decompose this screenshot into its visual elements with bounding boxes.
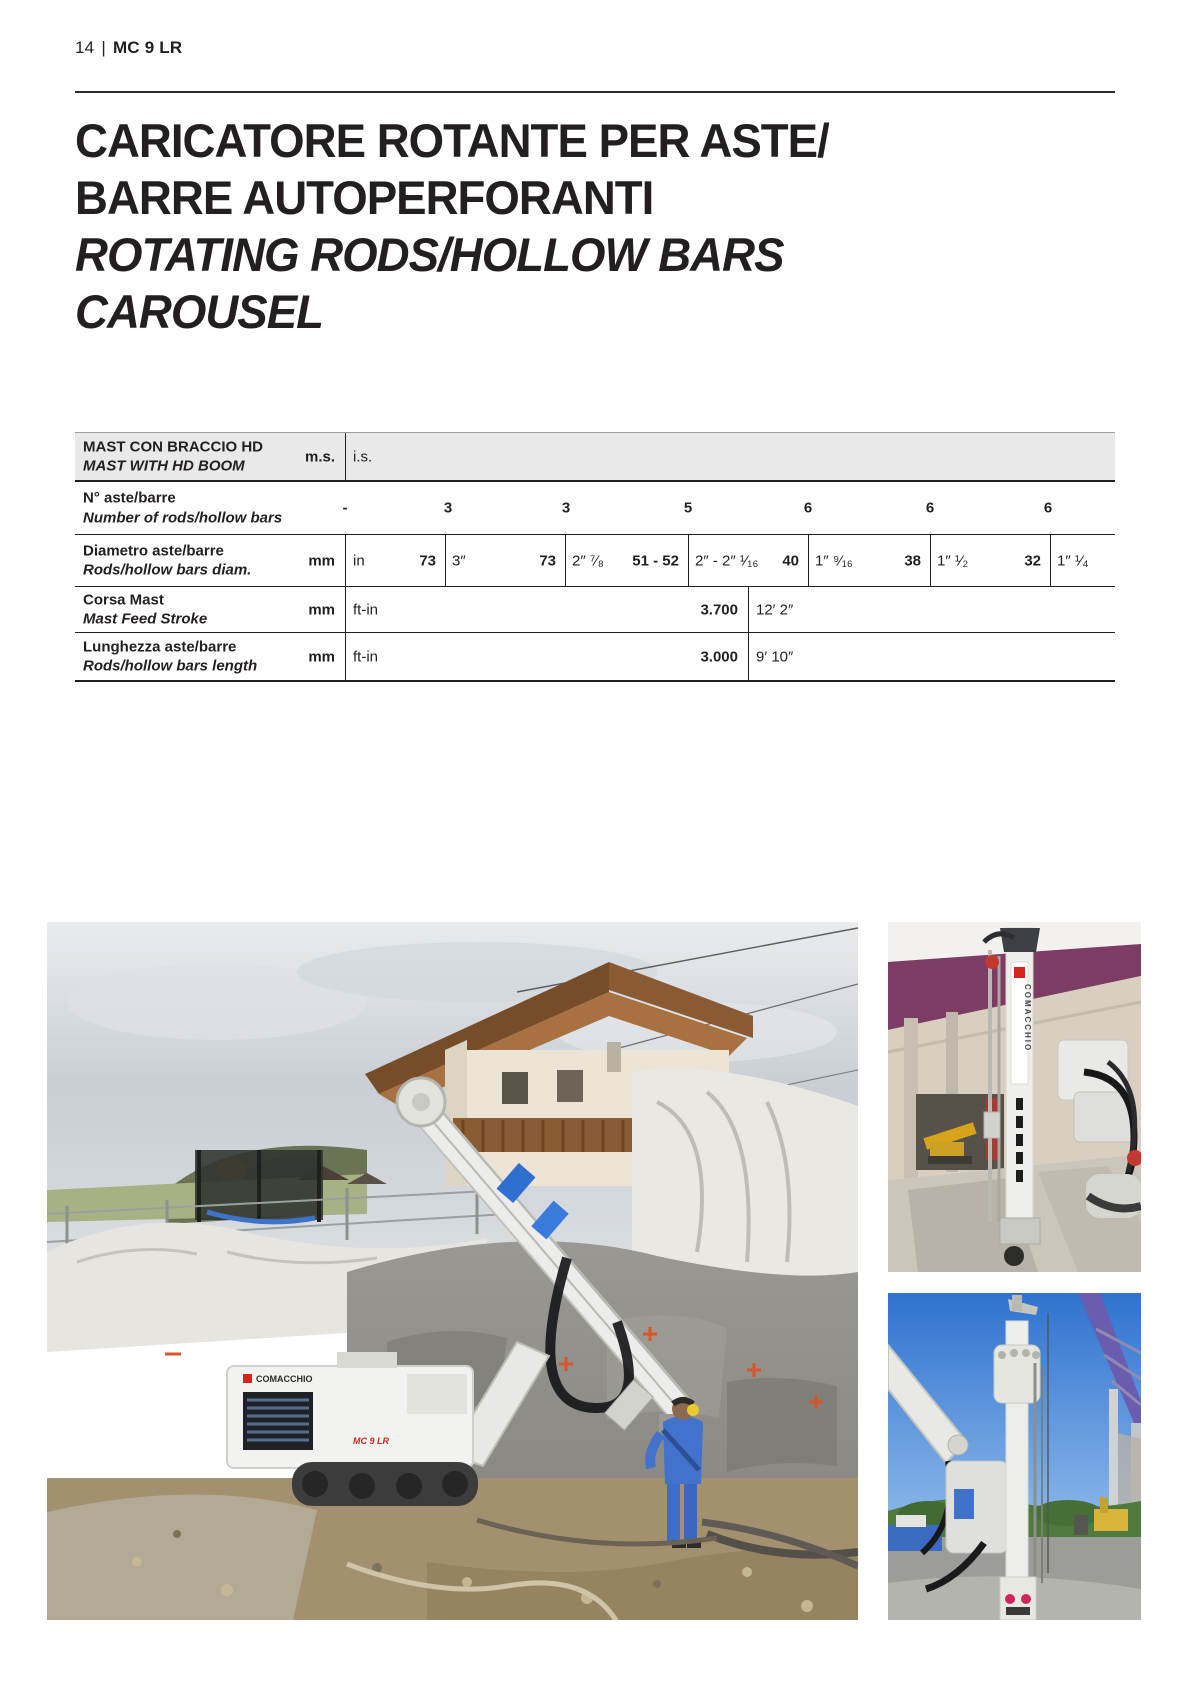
- stroke-ft-in: 12′ 2″: [756, 601, 794, 618]
- column-divider: [445, 535, 446, 586]
- diam-mm: 51 - 52: [632, 552, 679, 569]
- diam-mm: 32: [1024, 552, 1041, 569]
- rods-count: 3: [443, 499, 453, 517]
- column-divider: [930, 535, 931, 586]
- column-divider: [808, 535, 809, 586]
- unit-metric-system: m.s.: [304, 448, 335, 465]
- row-label: [83, 637, 257, 676]
- row-label-it: Corsa Mast: [83, 591, 164, 608]
- rods-count-dash: -: [342, 499, 348, 517]
- trampoline-net: [195, 1150, 323, 1222]
- rods-count: 3: [561, 499, 571, 517]
- unit-in: in: [353, 552, 365, 569]
- page-header-separator: |: [101, 38, 106, 57]
- row-label-en: Rods/hollow bars length: [83, 657, 258, 675]
- column-divider: [345, 433, 346, 480]
- row-label-en: Mast Feed Stroke: [83, 610, 208, 628]
- row-label-it: Lunghezza aste/barre: [83, 638, 237, 655]
- unit-ft-in: ft-in: [353, 601, 379, 618]
- row-label-it: Diametro aste/barre: [83, 542, 224, 559]
- unit-mm: mm: [308, 552, 335, 569]
- photo-mast-carousel-yard: [888, 1293, 1141, 1620]
- unit-mm: mm: [308, 648, 335, 665]
- diam-in: 1″ ⁹⁄₁₆: [815, 552, 853, 569]
- column-divider: [748, 587, 749, 632]
- row-rod-length: [75, 633, 1115, 682]
- row-mast-stroke: [75, 587, 1115, 633]
- column-divider: [748, 633, 749, 680]
- diam-mm: 40: [782, 552, 799, 569]
- row-label-en: Number of rods/hollow bars: [83, 509, 283, 526]
- diam-mm: 73: [419, 552, 436, 569]
- column-divider: [345, 633, 346, 680]
- rods-count: 5: [683, 499, 693, 517]
- photo-construction-site: [47, 922, 858, 1620]
- row-label-en: Rods/hollow bars diam.: [83, 561, 252, 579]
- page-header: [75, 38, 182, 58]
- spec-table: [75, 432, 1115, 682]
- column-divider: [565, 535, 566, 586]
- unit-mm: mm: [308, 601, 335, 618]
- rods-count: 6: [1043, 499, 1053, 517]
- length-ft-in: 9′ 10″: [756, 648, 794, 665]
- mast-brand-vertical-label: COMACCHIO: [1023, 984, 1032, 1053]
- rig-model-label: MC 9 LR: [353, 1436, 389, 1446]
- column-divider: [345, 535, 346, 586]
- spec-header-label-it: MAST CON BRACCIO HD: [83, 438, 263, 455]
- column-divider: [345, 587, 346, 632]
- column-divider: [1050, 535, 1051, 586]
- diam-mm: 73: [539, 552, 556, 569]
- photo-mast-detail-workshop: [888, 922, 1141, 1272]
- column-divider: [688, 535, 689, 586]
- title-english-line2: CAROUSEL: [75, 285, 324, 338]
- title-italian-line2: BARRE AUTOPERFORANTI: [75, 171, 654, 224]
- row-label: [83, 590, 207, 629]
- unit-ft-in: ft-in: [353, 648, 379, 665]
- row-label: [83, 541, 251, 580]
- page-number: 14: [75, 38, 95, 57]
- rods-count: 6: [925, 499, 935, 517]
- page-title: [75, 112, 829, 340]
- row-label: [83, 489, 282, 528]
- rods-count: 6: [803, 499, 813, 517]
- length-mm: 3.000: [700, 648, 738, 665]
- spec-header-label: [83, 437, 263, 476]
- diam-mm: 38: [904, 552, 921, 569]
- diam-in: 2″ - 2″ ¹⁄₁₆: [695, 552, 759, 569]
- title-italian-line1: CARICATORE ROTANTE PER ASTE/: [75, 114, 829, 167]
- title-english-line1: ROTATING RODS/HOLLOW BARS: [75, 228, 784, 281]
- stroke-mm: 3.700: [700, 601, 738, 618]
- row-rod-diameter: [75, 535, 1115, 587]
- row-number-of-rods: [75, 482, 1115, 535]
- header-rule: [75, 91, 1115, 93]
- diam-in: 1″ ¹⁄₂: [937, 552, 969, 569]
- page-model-name: MC 9 LR: [112, 38, 183, 57]
- diam-in: 2″ ⁷⁄₈: [572, 552, 604, 569]
- unit-imperial-system: i.s.: [353, 448, 373, 465]
- row-label-it: N° aste/barre: [83, 489, 176, 507]
- diam-in: 1″ ¹⁄₄: [1057, 552, 1089, 569]
- diam-in: 3″: [452, 552, 466, 569]
- rig-brand-label: COMACCHIO: [256, 1374, 313, 1384]
- spec-header-label-en: MAST WITH HD BOOM: [83, 457, 245, 475]
- spec-table-header-row: [75, 432, 1115, 482]
